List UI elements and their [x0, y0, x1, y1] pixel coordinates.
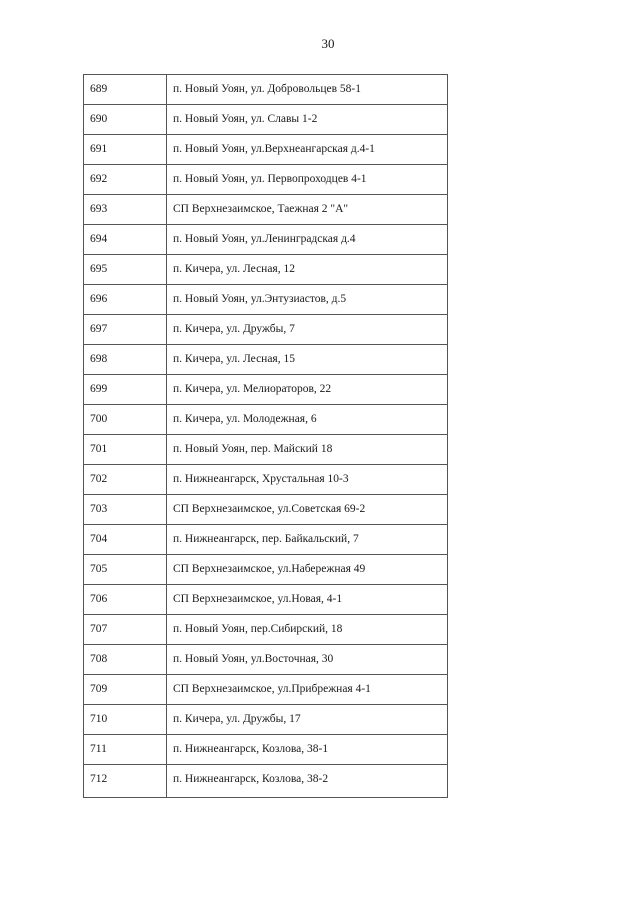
row-number-cell: [84, 735, 167, 765]
address-text: п. Кичера, ул. Лесная, 12: [173, 263, 295, 275]
address-text: СП Верхнезаимское, Таежная 2 "А": [173, 203, 349, 215]
row-number: 703: [90, 503, 108, 515]
address-text: п. Кичера, ул. Мелиораторов, 22: [173, 383, 332, 395]
address-cell: [167, 165, 448, 195]
row-number: 692: [90, 173, 108, 185]
address-table: [83, 74, 448, 798]
address-cell: [167, 345, 448, 375]
row-number: 701: [90, 443, 108, 455]
address-cell: [167, 675, 448, 705]
row-number-cell: [84, 405, 167, 435]
row-number: 699: [90, 383, 108, 395]
row-number-cell: [84, 525, 167, 555]
row-number: 702: [90, 473, 108, 485]
table-row: [84, 285, 448, 315]
address-cell: [167, 225, 448, 255]
row-number-cell: [84, 705, 167, 735]
row-number-cell: [84, 435, 167, 465]
address-cell: [167, 495, 448, 525]
row-number: 698: [90, 353, 108, 365]
address-text: п. Новый Уоян, пер. Майский 18: [173, 443, 333, 455]
table-row: [84, 645, 448, 675]
row-number-cell: [84, 135, 167, 165]
address-cell: [167, 645, 448, 675]
row-number-cell: [84, 375, 167, 405]
address-text: п. Новый Уоян, ул.Ленинградская д.4: [173, 233, 356, 245]
address-cell: [167, 135, 448, 165]
table-row: [84, 555, 448, 585]
row-number: 709: [90, 683, 108, 695]
table-row: [84, 105, 448, 135]
address-text: п. Нижнеангарск, Хрустальная 10-3: [173, 473, 349, 485]
table-row: [84, 465, 448, 495]
table-row: [84, 75, 448, 105]
row-number-cell: [84, 615, 167, 645]
address-cell: [167, 195, 448, 225]
address-text: п. Кичера, ул. Дружбы, 17: [173, 713, 301, 725]
address-cell: [167, 555, 448, 585]
address-text: СП Верхнезаимское, ул.Набережная 49: [173, 563, 366, 575]
row-number: 690: [90, 113, 108, 125]
table-row: [84, 735, 448, 765]
address-text: п. Нижнеангарск, Козлова, 38-1: [173, 743, 329, 755]
row-number-cell: [84, 495, 167, 525]
table-row: [84, 375, 448, 405]
row-number: 708: [90, 653, 108, 665]
row-number: 707: [90, 623, 108, 635]
table-row: [84, 405, 448, 435]
address-table-body: [84, 75, 448, 798]
address-cell: [167, 405, 448, 435]
address-cell: [167, 525, 448, 555]
row-number: 704: [90, 533, 108, 545]
table-row: [84, 765, 448, 798]
address-text: п. Нижнеангарск, Козлова, 38-2: [173, 773, 329, 785]
address-cell: [167, 255, 448, 285]
row-number: 710: [90, 713, 108, 725]
row-number-cell: [84, 285, 167, 315]
address-cell: [167, 705, 448, 735]
table-row: [84, 435, 448, 465]
table-row: [84, 225, 448, 255]
row-number-cell: [84, 675, 167, 705]
address-text: СП Верхнезаимское, ул.Новая, 4-1: [173, 593, 343, 605]
address-cell: [167, 465, 448, 495]
row-number-cell: [84, 765, 167, 798]
address-text: п. Кичера, ул. Молодежная, 6: [173, 413, 317, 425]
address-text: п. Кичера, ул. Дружбы, 7: [173, 323, 295, 335]
address-text: п. Кичера, ул. Лесная, 15: [173, 353, 295, 365]
table-row: [84, 345, 448, 375]
address-text: СП Верхнезаимское, ул.Прибрежная 4-1: [173, 683, 371, 695]
row-number: 712: [90, 773, 108, 785]
address-text: п. Новый Уоян, пер.Сибирский, 18: [173, 623, 343, 635]
address-text: п. Новый Уоян, ул. Добровольцев 58-1: [173, 83, 361, 95]
address-cell: [167, 615, 448, 645]
row-number: 689: [90, 83, 108, 95]
table-row: [84, 615, 448, 645]
row-number-cell: [84, 465, 167, 495]
table-row: [84, 165, 448, 195]
address-text: п. Новый Уоян, ул.Верхнеангарская д.4-1: [173, 143, 375, 155]
row-number: 693: [90, 203, 108, 215]
address-text: п. Новый Уоян, ул.Восточная, 30: [173, 653, 334, 665]
page-number: 30: [321, 36, 335, 51]
address-cell: [167, 585, 448, 615]
table-row: [84, 195, 448, 225]
row-number-cell: [84, 195, 167, 225]
address-text: СП Верхнезаимское, ул.Советская 69-2: [173, 503, 366, 515]
address-text: п. Новый Уоян, ул. Славы 1-2: [173, 113, 318, 125]
table-row: [84, 675, 448, 705]
address-text: п. Новый Уоян, ул. Первопроходцев 4-1: [173, 173, 367, 185]
table-row: [84, 135, 448, 165]
table-row: [84, 255, 448, 285]
row-number-cell: [84, 585, 167, 615]
row-number-cell: [84, 165, 167, 195]
address-cell: [167, 315, 448, 345]
address-cell: [167, 75, 448, 105]
address-cell: [167, 765, 448, 798]
row-number-cell: [84, 315, 167, 345]
table-row: [84, 315, 448, 345]
address-cell: [167, 735, 448, 765]
row-number: 696: [90, 293, 108, 305]
address-cell: [167, 375, 448, 405]
row-number: 691: [90, 143, 108, 155]
row-number: 705: [90, 563, 108, 575]
row-number: 700: [90, 413, 108, 425]
address-cell: [167, 105, 448, 135]
row-number-cell: [84, 255, 167, 285]
table-row: [84, 705, 448, 735]
address-text: п. Новый Уоян, ул.Энтузиастов, д.5: [173, 293, 347, 305]
row-number: 695: [90, 263, 108, 275]
row-number: 711: [90, 743, 107, 755]
table-row: [84, 585, 448, 615]
table-row: [84, 495, 448, 525]
row-number-cell: [84, 105, 167, 135]
row-number-cell: [84, 555, 167, 585]
address-text: п. Нижнеангарск, пер. Байкальский, 7: [173, 533, 359, 545]
row-number: 694: [90, 233, 108, 245]
address-cell: [167, 435, 448, 465]
row-number-cell: [84, 345, 167, 375]
row-number: 706: [90, 593, 108, 605]
table-row: [84, 525, 448, 555]
row-number: 697: [90, 323, 108, 335]
row-number-cell: [84, 225, 167, 255]
address-cell: [167, 285, 448, 315]
row-number-cell: [84, 75, 167, 105]
row-number-cell: [84, 645, 167, 675]
